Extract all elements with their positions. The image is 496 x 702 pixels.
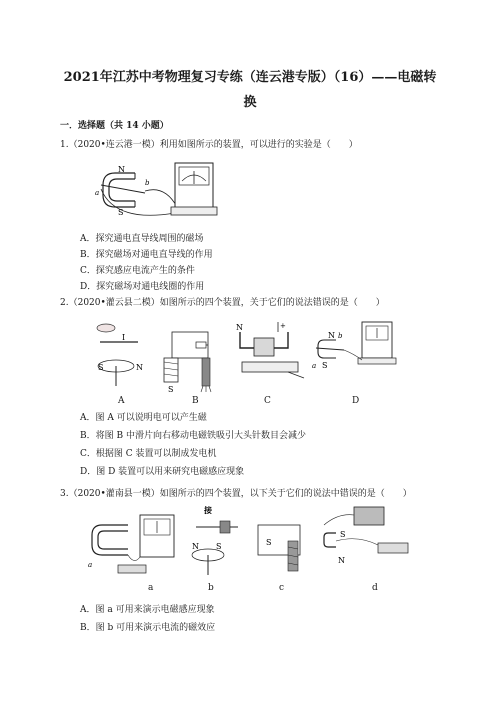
figure-b-electromagnet <box>164 332 211 394</box>
question-3-figure-label-b: b <box>208 583 214 593</box>
svg-text:a: a <box>312 362 317 370</box>
svg-text:S: S <box>216 542 222 551</box>
svg-text:+: + <box>280 322 286 330</box>
question-3-figure-label-a: a <box>148 583 154 593</box>
document-title: 2021年江苏中考物理复习专练（连云港专版）（16）——电磁转 <box>63 70 437 85</box>
question-2-figure <box>92 318 412 398</box>
svg-text:N: N <box>192 542 199 551</box>
question-2-figure-label-c: C <box>264 396 271 406</box>
question-1-option-a: A．探究通电直导线周围的磁场 <box>80 234 204 244</box>
magnet-n-label: N <box>118 165 125 174</box>
galvanometer <box>171 163 217 215</box>
question-2-figure-label-b: B <box>192 396 199 406</box>
lead-wire <box>145 190 177 207</box>
question-1-stem: 1.（2020•连云港一模）利用如图所示的装置，可以进行的实验是（ ） <box>60 140 358 150</box>
figure-c-motor-generator <box>236 322 304 378</box>
question-3-stem: 3.（2020•灌南县一模）如图所示的四个装置，以下关于它们的说法中错误的是（ ） <box>60 489 412 499</box>
question-3-option-a: A．图 a 可用来演示电磁感应现象 <box>80 605 215 615</box>
question-1-option-c: C．探究感应电流产生的条件 <box>80 266 195 276</box>
magnet-s-label: S <box>118 208 124 217</box>
section-heading: 一．选择题（共 14 小题） <box>60 121 169 131</box>
svg-text:N: N <box>338 556 345 565</box>
svg-text:N: N <box>236 323 243 332</box>
svg-text:S: S <box>266 538 272 547</box>
svg-text:S: S <box>168 385 174 394</box>
figure-c-electromagnet <box>258 525 300 571</box>
question-3-option-b: B．图 b 可用来演示电流的磁效应 <box>80 623 216 633</box>
figure-a-compass-wire <box>97 324 143 386</box>
wire-b-label: b <box>145 179 150 187</box>
question-1-option-b: B．探究磁场对通电直导线的作用 <box>80 250 213 260</box>
question-3-figure-label-c: c <box>279 583 285 593</box>
svg-text:I: I <box>122 333 126 342</box>
question-2-option-c: C．根据图 C 装置可以制成发电机 <box>80 449 217 459</box>
svg-text:接: 接 <box>204 505 212 515</box>
question-3-figure-label-d: d <box>372 583 378 593</box>
svg-text:S: S <box>340 530 346 539</box>
question-2-figure-label-d: D <box>352 396 360 406</box>
figure-d-induction <box>312 322 396 370</box>
svg-text:N: N <box>136 363 143 372</box>
svg-text:S: S <box>322 361 328 370</box>
question-3-figure <box>88 505 418 583</box>
svg-text:a: a <box>88 561 93 569</box>
question-1-option-d: D．探究磁场对通电线圈的作用 <box>80 282 205 292</box>
svg-text:N: N <box>328 331 335 340</box>
question-2-option-b: B．将图 B 中滑片向右移动电磁铁吸引大头针数目会减少 <box>80 431 306 441</box>
figure-d-motor-setup <box>324 507 408 565</box>
question-2-figure-label-a: A <box>118 396 125 406</box>
document-title-cont: 换 <box>243 95 257 110</box>
lead-wire <box>101 189 180 215</box>
wire-a-label: a <box>95 189 100 197</box>
svg-text:S: S <box>98 363 104 372</box>
question-2-option-a: A．图 A 可以说明电可以产生磁 <box>80 413 207 423</box>
question-2-option-d: D．图 D 装置可以用来研究电磁感应现象 <box>80 467 245 477</box>
figure-a-induction-meter <box>88 515 174 573</box>
question-2-stem: 2.（2020•灌云县二模）如图所示的四个装置，关于它们的说法错误的是（ ） <box>60 298 385 308</box>
conductor-rod <box>101 185 145 193</box>
question-1-figure <box>95 155 230 223</box>
svg-text:b: b <box>338 332 343 340</box>
figure-b-oersted <box>192 505 238 575</box>
